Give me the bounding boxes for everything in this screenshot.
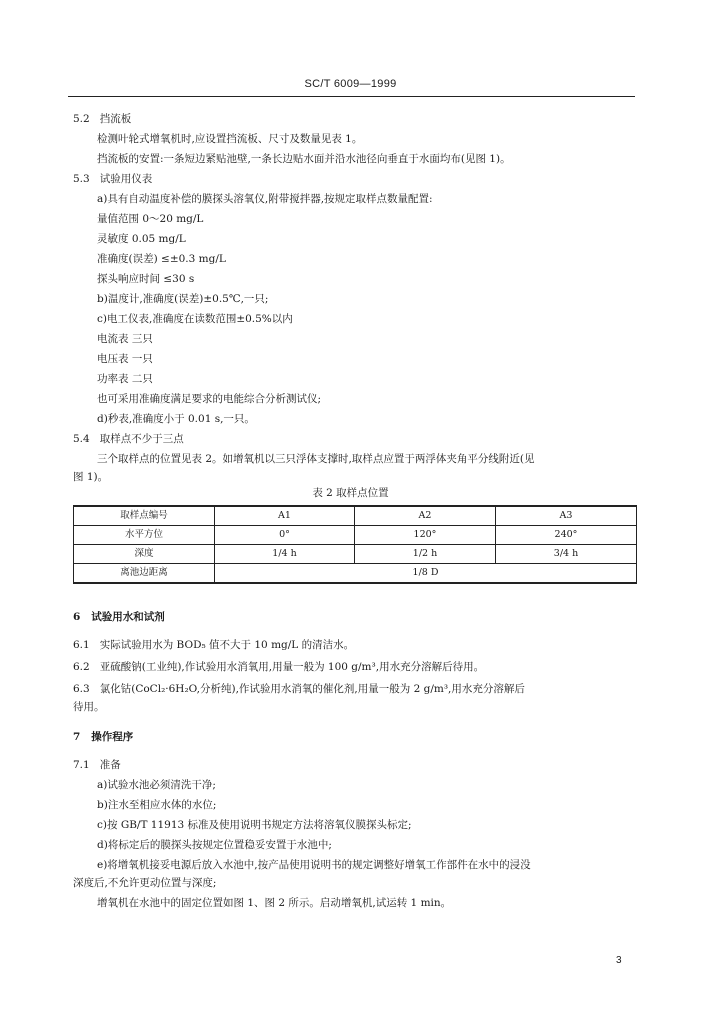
list-item-d: d)秒表,准确度小于 0.01 s,一只。 xyxy=(97,413,255,425)
table-cell: 120° xyxy=(355,526,496,545)
table-cell: 1/2 h xyxy=(355,545,496,564)
row-label: 离池边距离 xyxy=(74,564,215,584)
list-item-e: e)将增氧机接妥电源后放入水池中,按产品使用说明书的规定调整好增氧工作部件在水中的浸没 xyxy=(97,859,531,871)
clause-6-2 xyxy=(73,660,484,674)
section-7-heading xyxy=(73,730,133,744)
clause-6-1 xyxy=(73,638,354,652)
alternative-note: 也可采用准确度满足要求的电能综合分析测试仪; xyxy=(97,393,322,405)
clause-6-3 xyxy=(73,682,525,696)
table-cell: A1 xyxy=(215,506,355,526)
table-cell-merged: 1/8 D xyxy=(215,564,637,584)
clause-number: 6.1 xyxy=(73,639,90,651)
section-title: 试验用水和试剂 xyxy=(91,611,165,623)
row-label: 水平方位 xyxy=(74,526,215,545)
paragraph-continuation: 图 1)。 xyxy=(73,471,109,483)
section-6-heading xyxy=(73,610,165,624)
clause-text: 氯化钴(CoCl₂·6H₂O,分析纯),作试验用水消氧的催化剂,用量一般为 2 g/m³,用水充分溶解后 xyxy=(99,683,525,695)
table-cell: 240° xyxy=(496,526,637,545)
section-title: 取样点不少于三点 xyxy=(99,433,184,445)
paragraph: 三个取样点的位置见表 2。如增氧机以三只浮体支撑时,取样点应置于两浮体夹角平分线附近(见 xyxy=(97,453,535,465)
wattmeter-line: 功率表 二只 xyxy=(97,373,153,385)
table-row xyxy=(74,564,637,584)
section-number: 6 xyxy=(73,611,81,623)
section-5-3-heading xyxy=(73,172,152,186)
clause-continuation: 待用。 xyxy=(73,701,105,713)
table-cell: A3 xyxy=(496,506,637,526)
table-cell: 3/4 h xyxy=(496,545,637,564)
standard-code-header: SC/T 6009—1999 xyxy=(304,78,397,90)
table-row xyxy=(74,506,637,526)
paragraph: 挡流板的安置:一条短边紧贴池壁,一条长边贴水面并沿水池径向垂直于水面均布(见图 1)。 xyxy=(97,153,511,165)
list-item-b: b)注水至相应水体的水位; xyxy=(97,799,217,811)
section-number: 5.2 xyxy=(73,113,90,125)
table-cell: 1/4 h xyxy=(215,545,355,564)
list-item-a: a)具有自动温度补偿的膜探头溶氧仪,附带搅拌器,按规定取样点数量配置: xyxy=(97,193,433,205)
ammeter-line: 电流表 三只 xyxy=(97,333,153,345)
row-label: 取样点编号 xyxy=(74,506,215,526)
paragraph: 检测叶轮式增氧机时,应设置挡流板、尺寸及数量见表 1。 xyxy=(97,133,363,145)
sampling-points-table xyxy=(73,505,637,584)
list-item-a: a)试验水池必须清洗干净; xyxy=(97,779,216,791)
table-caption: 表 2 取样点位置 xyxy=(312,487,389,499)
row-label: 深度 xyxy=(74,545,215,564)
spec-response-time: 探头响应时间 ≤30 s xyxy=(97,273,195,285)
clause-number: 6.3 xyxy=(73,683,90,695)
spec-accuracy: 准确度(误差) ≤±0.3 mg/L xyxy=(97,253,226,265)
section-title: 操作程序 xyxy=(91,731,134,743)
spec-range: 量值范围 0～20 mg/L xyxy=(97,213,204,225)
paragraph: 增氧机在水池中的固定位置如图 1、图 2 所示。启动增氧机,试运转 1 min。 xyxy=(97,897,452,909)
clause-text: 实际试验用水为 BOD₅ 值不大于 10 mg/L 的清洁水。 xyxy=(99,639,355,651)
section-number: 5.4 xyxy=(73,433,90,445)
list-item-d: d)将标定后的膜探头按规定位置稳妥安置于水池中; xyxy=(97,839,332,851)
table-row xyxy=(74,526,637,545)
table-row xyxy=(74,545,637,564)
section-5-2-heading xyxy=(73,112,131,126)
clause-number: 6.2 xyxy=(73,661,90,673)
list-item-c: c)按 GB/T 11913 标准及使用说明书规定方法将溶氧仪膜探头标定; xyxy=(97,819,412,831)
section-number: 5.3 xyxy=(73,173,90,185)
list-item-b: b)温度计,准确度(误差)±0.5℃,一只; xyxy=(97,293,269,305)
section-title: 挡流板 xyxy=(99,113,132,125)
clause-title: 准备 xyxy=(99,759,121,771)
section-title: 试验用仪表 xyxy=(99,173,153,185)
table-cell: A2 xyxy=(355,506,496,526)
section-5-4-heading xyxy=(73,432,184,446)
clause-text: 亚硫酸钠(工业纯),作试验用水消氧用,用量一般为 100 g/m³,用水充分溶解后待用。 xyxy=(99,661,485,673)
list-item-e-continuation: 深度后,不允许更动位置与深度; xyxy=(73,877,217,889)
list-item-c: c)电工仪表,准确度在读数范围±0.5%以内 xyxy=(97,313,293,325)
spec-sensitivity: 灵敏度 0.05 mg/L xyxy=(97,233,186,245)
page-number: 3 xyxy=(616,955,622,966)
table-cell: 0° xyxy=(215,526,355,545)
clause-7-1 xyxy=(73,758,121,772)
section-number: 7 xyxy=(73,731,81,743)
header-rule xyxy=(68,96,635,97)
voltmeter-line: 电压表 一只 xyxy=(97,353,153,365)
clause-number: 7.1 xyxy=(73,759,90,771)
